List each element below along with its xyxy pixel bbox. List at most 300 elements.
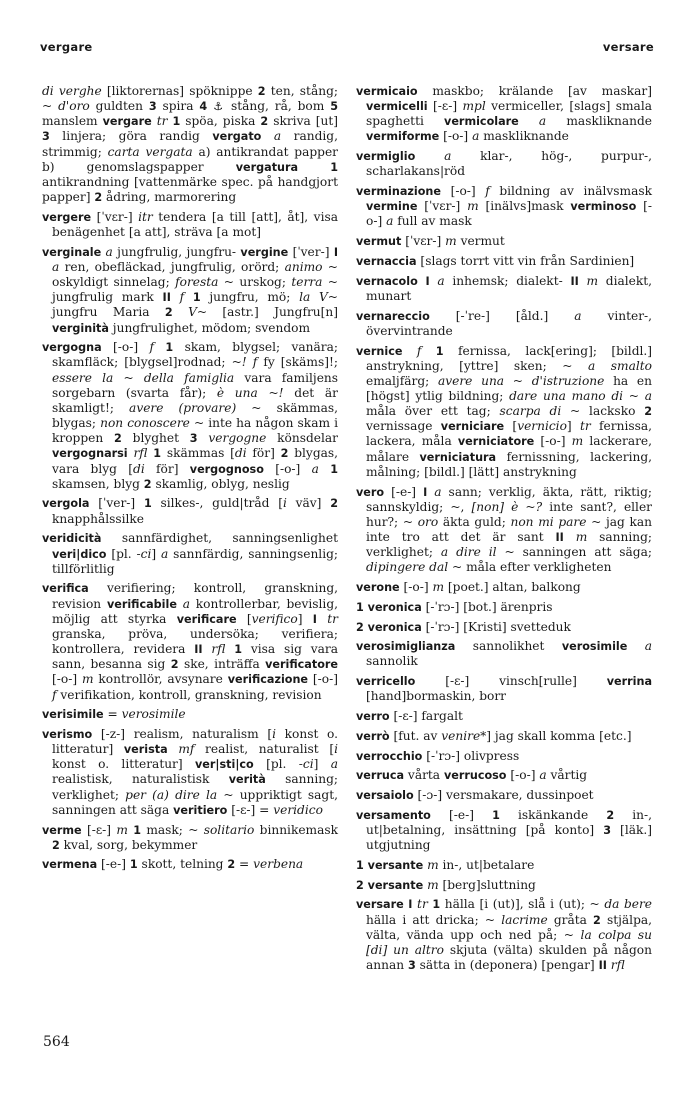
entry-headword: verrò <box>356 729 390 743</box>
entry-headword: 2 <box>170 658 179 672</box>
entry-text <box>317 612 327 626</box>
entry-headword: verrucoso <box>443 769 507 783</box>
dictionary-entry <box>356 709 652 724</box>
entry-italic-text: a <box>161 546 169 561</box>
entry-text: [-e-] <box>97 857 130 872</box>
entry-text: ten, stång; ~ <box>42 84 338 114</box>
entry-headword: vermena <box>42 858 98 872</box>
entry-headword: vergognoso <box>189 462 264 476</box>
dictionary-entry <box>42 340 338 492</box>
entry-text: knapphålssilke <box>52 511 145 526</box>
entry-text: realist, naturalist [ <box>194 742 335 757</box>
entry-text: manslem <box>42 114 103 129</box>
entry-headword: vermut <box>356 235 402 249</box>
entry-text: vårta <box>404 768 444 783</box>
entry-text: mask; ~ <box>141 822 204 837</box>
entry-text: jungfru, mö; <box>200 290 300 305</box>
entry-text <box>154 340 165 354</box>
entry-italic-text: di <box>133 461 145 476</box>
entry-headword: 2 <box>260 115 269 129</box>
entry-headword: 1 veronica <box>356 600 422 614</box>
entry-italic-text: m <box>575 529 588 544</box>
dictionary-entry <box>356 485 652 576</box>
entry-headword: veritiero <box>173 803 228 817</box>
entry-italic-text: verosimile <box>121 707 186 722</box>
entry-headword: 2 <box>606 808 615 822</box>
entry-italic-text: a <box>538 114 547 129</box>
entry-headword: 1 <box>165 341 174 355</box>
dictionary-entry <box>356 639 652 669</box>
entry-headword: verone <box>356 581 400 595</box>
entry-text: bildning av inälvsmask <box>489 184 652 199</box>
entry-text: ~ sanningen att säga; <box>496 545 652 560</box>
entry-italic-text: terra <box>291 275 323 290</box>
dictionary-column-right <box>356 84 652 978</box>
entry-headword: 1 <box>432 898 441 912</box>
entry-text: jungfru Maria <box>52 305 165 320</box>
entry-headword: verme <box>42 823 82 837</box>
entry-headword: 2 <box>114 432 122 446</box>
entry-text: vernissage <box>366 419 441 434</box>
entry-italic-text: a <box>386 214 394 229</box>
entry-headword: vergola <box>42 497 90 511</box>
entry-text: [-ˈrɔ-] olivpress <box>422 748 520 763</box>
entry-headword: verificabile <box>106 597 177 611</box>
entry-text: [fut. av <box>389 728 442 743</box>
entry-text: ske, inträffa <box>178 657 266 672</box>
entry-italic-text: da bere <box>604 897 653 912</box>
entry-italic-text: m <box>571 434 584 449</box>
dictionary-entry <box>356 729 652 744</box>
entry-text: vara familjens sorgebarn (svarta får); <box>52 370 339 400</box>
entry-headword: verità <box>228 773 266 787</box>
entry-italic-text: venire* <box>441 728 487 743</box>
entry-headword: 1 <box>129 858 138 872</box>
dictionary-entry <box>42 823 338 853</box>
entry-headword: vergogna <box>42 341 102 355</box>
entry-headword: 4 ⚓ <box>199 100 226 114</box>
entry-italic-text: a <box>434 484 442 499</box>
entry-italic-text: è una ~! <box>216 385 284 400</box>
entry-headword: vermicaio <box>356 85 418 98</box>
entry-headword: vernacolo <box>356 274 418 288</box>
entry-headword: versaiolo <box>356 789 414 803</box>
dictionary-column-left <box>42 84 338 877</box>
entry-italic-text: -ci <box>136 546 152 561</box>
dictionary-entry <box>356 234 652 249</box>
entry-text: [-z-] realism, naturalism [ <box>92 727 273 741</box>
entry-headword: verrina <box>606 675 652 689</box>
entry-text: randig, strimmig; <box>42 129 338 159</box>
entry-headword: 2 versante <box>356 878 424 892</box>
entry-headword: I <box>312 612 317 626</box>
entry-italic-text: a <box>437 273 445 288</box>
dictionary-entry <box>356 858 652 873</box>
entry-italic-text: a <box>52 259 60 274</box>
entry-text <box>579 274 587 288</box>
entry-text: [ <box>504 419 518 434</box>
entry-text <box>402 344 416 358</box>
entry-italic-text: f <box>52 687 57 702</box>
entry-italic-text: avere una ~ d'istruzione <box>437 373 605 388</box>
entry-text: skam, blygsel; vanära; skamfläck; [blygsel]rodnad; <box>52 340 338 370</box>
entry-text: ~ oskyldigt sinnelag; <box>52 259 339 290</box>
entry-headword: veridicità <box>42 532 102 546</box>
entry-headword: II <box>194 643 203 657</box>
entry-headword: verista <box>123 743 168 757</box>
entry-text: spöa, piska <box>180 114 261 129</box>
entry-text: [poet.] altan, balkong <box>444 580 581 595</box>
entry-italic-text: m <box>467 199 479 214</box>
entry-text: binnikemask <box>254 822 339 837</box>
entry-headword: vero <box>356 485 385 499</box>
entry-text: [pl. <box>253 757 299 772</box>
entry-headword: vermiforme <box>366 130 440 144</box>
dictionary-entry <box>356 149 652 179</box>
entry-italic-text: tr <box>156 114 168 129</box>
dictionary-entry <box>42 857 338 872</box>
entry-headword: verro <box>356 710 390 724</box>
dictionary-entry <box>356 788 652 803</box>
entry-italic-text: tr <box>580 419 591 434</box>
entry-headword: verniciatore <box>457 435 535 449</box>
entry-text: guldten <box>89 99 149 114</box>
entry-text: ~ jungfrulig mark <box>52 275 338 305</box>
entry-headword: verniciatura <box>419 450 497 464</box>
entry-text <box>519 114 539 128</box>
entry-text: [-o-] <box>399 580 433 595</box>
entry-headword: verifica <box>42 582 89 596</box>
entry-text: in-, ut|betalning, insättning [på konto] <box>366 807 652 837</box>
entry-text: [-o-] <box>366 199 652 229</box>
entry-headword: 2 <box>143 477 152 491</box>
entry-italic-text: verbena <box>253 857 304 872</box>
entry-italic-text: m <box>586 273 599 288</box>
entry-italic-text: tr <box>417 897 428 912</box>
entry-italic-text: a <box>182 596 191 611</box>
entry-headword: verisimile <box>42 708 104 722</box>
entry-headword: versare <box>356 898 404 912</box>
entry-text: [-ˈre-] [åld.] <box>429 308 575 323</box>
entry-headword: 1 <box>153 447 162 461</box>
entry-text: sannfärdig, sanningsenlig; tillförlitlig <box>52 546 339 576</box>
entry-text: granska, pröva, undersöka; verifiera; kontrollera, revidera <box>52 626 338 657</box>
entry-italic-text: m <box>445 234 457 249</box>
entry-italic-text: vernicio <box>517 419 567 434</box>
entry-italic-text: veridico <box>273 802 323 817</box>
entry-italic-text: a <box>105 244 113 259</box>
entry-headword: I <box>408 898 413 912</box>
entry-text: ] <box>151 546 162 561</box>
entry-text: lacksko <box>580 404 645 419</box>
entry-headword: vernareccio <box>356 309 430 323</box>
entry-text: [-e-] <box>384 484 424 499</box>
entry-text: ~ måla efter verkligheten <box>448 560 612 575</box>
entry-text <box>225 642 234 656</box>
entry-italic-text: ~! f <box>231 355 258 370</box>
dictionary-entry <box>356 674 652 704</box>
entry-italic-text: rfl <box>610 958 625 973</box>
entry-headword: vermine <box>366 200 418 214</box>
entry-text: skott, telning <box>137 857 228 872</box>
entry-text: visa sig vara sann, besanna sig <box>52 642 339 672</box>
entry-italic-text: a <box>311 461 319 476</box>
entry-text: hälla [i (ut)], slå i (ut); ~ <box>440 897 605 912</box>
entry-text: [ˈvɛr-] <box>401 234 446 249</box>
dictionary-entry <box>356 309 652 339</box>
entry-headword: verificazione <box>227 673 309 687</box>
entry-text: vermiceller, [slags] smala spaghetti <box>366 99 652 129</box>
entry-text: [läk.] utgjutning <box>366 823 652 853</box>
entry-text: konst o. litteratur] <box>52 727 338 757</box>
entry-headword: I <box>333 245 338 259</box>
entry-text: inhemsk; dialekt- <box>444 273 571 288</box>
entry-text: [-ɛ-] <box>427 99 463 114</box>
entry-italic-text: di verghe <box>42 84 102 98</box>
entry-italic-text: avere (provare) <box>129 400 237 415</box>
entry-italic-text: non conoscere <box>100 416 190 431</box>
entry-text: [ˈver-] <box>89 496 144 511</box>
entry-text: maskliknande <box>479 129 569 144</box>
entry-italic-text: dipingere dal <box>366 560 449 575</box>
entry-text: fernissning, lackering, målning; [bildl.] [lätt] anstrykning <box>366 449 652 479</box>
entry-text: fernissa, lackera, måla <box>366 419 652 449</box>
dictionary-entry <box>356 897 652 973</box>
entry-headword: 1 <box>143 497 152 511</box>
entry-text: in-, ut|betalare <box>438 857 535 872</box>
entry-text: [-o-] <box>534 434 572 449</box>
entry-text: sanning; verklighet; <box>366 529 652 560</box>
dictionary-entry <box>42 727 338 818</box>
entry-headword: 1 <box>330 160 339 174</box>
entry-headword: II <box>598 959 607 973</box>
entry-text: [-e-] <box>430 807 493 822</box>
entry-text: ~ uppriktigt sagt, sanningen att säga <box>52 787 339 817</box>
entry-text: [ˈver-] <box>288 244 334 259</box>
entry-italic-text: m <box>116 822 128 837</box>
entry-text <box>415 149 444 163</box>
dictionary-entry <box>356 808 652 853</box>
entry-text: sann; verklig, äkta, rätt, riktig; sannskyldig; ~, <box>366 484 652 514</box>
entry-headword: vergognarsi <box>52 447 128 461</box>
entry-italic-text: d'oro <box>58 99 90 114</box>
dictionary-entry <box>42 707 338 722</box>
entry-headword: verricello <box>356 675 416 689</box>
entry-text: sannfärdighet, sanningsenlighet <box>101 531 338 546</box>
entry-text: [-o-] <box>308 672 338 687</box>
entry-italic-text: i <box>272 727 276 741</box>
entry-italic-text: di <box>234 446 247 461</box>
dictionary-entry <box>356 254 652 269</box>
entry-text: väv] <box>286 496 331 511</box>
entry-text: blyghet <box>121 431 190 446</box>
entry-headword: 1 <box>234 643 242 657</box>
dictionary-entry <box>356 344 652 480</box>
entry-headword: 3 <box>407 959 416 973</box>
entry-text: verifiering; kontroll, granskning, revision <box>52 581 338 611</box>
entry-text: [-ɛ-] = <box>227 802 274 817</box>
entry-text: [hand]bormaskin, borr <box>366 689 506 704</box>
entry-text: [ˈvɛr-] <box>91 209 139 224</box>
entry-headword: 3 <box>148 100 157 114</box>
entry-italic-text: f <box>179 290 185 305</box>
entry-text: ] jag skall komma [etc.] <box>486 728 632 743</box>
entry-text: vermut <box>456 234 505 249</box>
entry-italic-text: carta vergata <box>107 144 193 159</box>
page-number: 564 <box>43 1034 70 1050</box>
entry-text: [ˈvɛr-] <box>417 199 468 214</box>
entry-text: [-ˈrɔ-] [bot.] ärenpris <box>421 599 553 614</box>
entry-italic-text: a <box>644 639 653 654</box>
entry-text: maskbo; krälande [av maskar] <box>417 84 652 98</box>
entry-text: könsdelar <box>266 431 338 446</box>
entry-headword: I <box>425 274 430 288</box>
entry-text: ~ jag kan inte tro att det är sant <box>366 514 652 544</box>
entry-italic-text: a <box>574 308 582 323</box>
entry-headword: verificatore <box>265 658 338 672</box>
entry-text: blygas, vara blyg [ <box>52 446 339 476</box>
dictionary-entry <box>42 245 338 336</box>
entry-text: ren, obefläckad, jungfrulig, orörd; <box>59 259 285 274</box>
entry-headword: verminoso <box>570 200 637 214</box>
entry-text: iskänkande <box>499 807 607 822</box>
entry-headword: verosimile <box>561 640 628 654</box>
entry-italic-text: a <box>472 129 480 144</box>
entry-italic-text: f <box>485 184 490 199</box>
entry-italic-text: a <box>330 757 338 772</box>
entry-text: [astr.] Jungfru[n] <box>207 305 339 320</box>
entry-headword: vergatura <box>235 160 299 174</box>
entry-headword: 1 <box>172 115 181 129</box>
entry-text <box>168 742 179 756</box>
entry-headword: vergato <box>212 130 262 144</box>
entry-text: skämmas [ <box>161 446 235 461</box>
entry-text <box>421 344 435 358</box>
entry-italic-text: [non] è ~? <box>471 499 543 514</box>
entry-headword: versamento <box>356 808 431 822</box>
entry-italic-text: per (a) dire la <box>125 787 218 802</box>
entry-italic-text: m <box>427 857 439 872</box>
entry-text: = <box>235 857 254 872</box>
entry-italic-text: la V~ <box>299 290 338 305</box>
entry-text: antikrandning [vattenmärke spec. på handgjort papper] <box>42 174 338 205</box>
entry-headword: 2 <box>164 306 173 320</box>
entry-headword: 2 <box>94 191 103 205</box>
entry-text: klar-, hög-, purpur-, scharlakans|röd <box>366 149 653 179</box>
entry-text: [-o-] <box>439 129 473 144</box>
entry-headword: 2 <box>257 85 266 98</box>
entry-headword: verificare <box>176 612 237 626</box>
dictionary-entry <box>356 84 652 145</box>
entry-text: skamlig, oblyg, neslig <box>151 476 290 491</box>
entry-headword: 1 <box>133 823 142 837</box>
entry-text: silkes-, guld|tråd [ <box>151 496 283 511</box>
entry-text: a) antikrandat papper b) genomslagspapper <box>42 144 338 174</box>
entry-italic-text: tr <box>327 611 338 626</box>
dictionary-entry <box>356 274 652 304</box>
entry-italic-text: rfl <box>133 446 148 461</box>
entry-headword: 1 versante <box>356 858 424 872</box>
entry-text <box>319 462 330 476</box>
entry-italic-text: mf <box>178 742 195 757</box>
entry-text: måla över ett tag; <box>366 404 500 419</box>
dictionary-entry <box>42 210 338 240</box>
entry-text: stjälpa, välta, vända upp och ned på; ~ <box>366 912 653 942</box>
entry-text: jungfrulighet, mödom; svendom <box>108 320 311 335</box>
entry-headword: vergare <box>102 115 152 129</box>
entry-italic-text: a <box>539 768 547 783</box>
entry-text: jungfrulig, jungfru- <box>112 244 241 259</box>
entry-italic-text: scarpa di ~ <box>499 404 581 419</box>
entry-text: vinter-, övervintrande <box>366 308 653 338</box>
dictionary-entry <box>42 581 338 702</box>
dictionary-entry <box>356 600 652 615</box>
entry-text: dialekt, munart <box>366 273 653 303</box>
dictionary-entry <box>356 749 652 764</box>
entry-text: lackerare, målare <box>366 434 652 464</box>
entry-text: [-ˈrɔ-] [Kristi] svetteduk <box>421 619 571 634</box>
dictionary-entry <box>356 184 652 229</box>
entry-text: tendera [a till [att], åt], visa benägenhet [a att], sträva [a mot] <box>52 209 338 239</box>
entry-text: emaljfärg; <box>366 373 438 388</box>
entry-text: ] <box>297 611 313 626</box>
entry-headword: vergine <box>240 245 289 259</box>
entry-headword: vergere <box>42 210 92 224</box>
entry-italic-text: m <box>427 877 439 892</box>
entry-text <box>173 305 188 319</box>
entry-headword: 3 <box>189 432 198 446</box>
entry-text: det är skamligt!; <box>52 385 338 415</box>
entry-text: ha en [högst] ytlig bildning; <box>366 373 652 403</box>
entry-headword: verosimiglianza <box>356 640 456 654</box>
entry-italic-text: m <box>81 672 94 687</box>
entry-text <box>627 639 644 653</box>
entry-text: [inälvs]mask <box>478 199 571 214</box>
entry-text: verifikation, kontroll, granskning, revision <box>56 687 322 702</box>
entry-headword: II <box>570 274 579 288</box>
entry-text: ~ skämmas, blygas; <box>52 400 338 431</box>
entry-text: ~ urskog; <box>218 275 292 290</box>
entry-italic-text: animo <box>284 259 323 274</box>
entry-text: för] <box>246 446 281 461</box>
entry-text <box>298 160 330 174</box>
entry-headword: 1 <box>435 344 444 358</box>
entry-headword: 1 <box>330 462 338 476</box>
entry-text <box>198 431 209 445</box>
entry-text: realistisk, naturalistisk <box>52 772 229 787</box>
entry-headword: verrocchio <box>356 749 423 763</box>
entry-italic-text: V~ <box>188 305 208 320</box>
entry-italic-text: vergogne <box>208 431 267 446</box>
entry-text: spira <box>156 99 200 114</box>
entry-headword: vermiglio <box>356 150 416 164</box>
entry-italic-text: essere la ~ della famiglia <box>52 370 235 385</box>
entry-text: = <box>103 707 122 722</box>
entry-headword: 2 <box>227 858 236 872</box>
dictionary-entry <box>42 531 338 576</box>
dictionary-entry <box>356 878 652 893</box>
entry-text: fernissa, lack[ering]; [bildl.] anstrykning, [yttre] sken; ~ <box>366 343 653 373</box>
running-header-right: versare <box>602 40 654 54</box>
entry-italic-text: a smalto <box>587 358 652 373</box>
entry-italic-text: i <box>334 742 338 757</box>
entry-italic-text: a dire il <box>440 545 497 560</box>
entry-text: inte sant?, eller hur?; ~ <box>366 499 652 529</box>
entry-headword: 2 veronica <box>356 620 422 634</box>
entry-text: ] <box>566 419 580 434</box>
entry-headword: 2 <box>644 405 653 419</box>
entry-italic-text: non mi pare <box>510 514 587 529</box>
